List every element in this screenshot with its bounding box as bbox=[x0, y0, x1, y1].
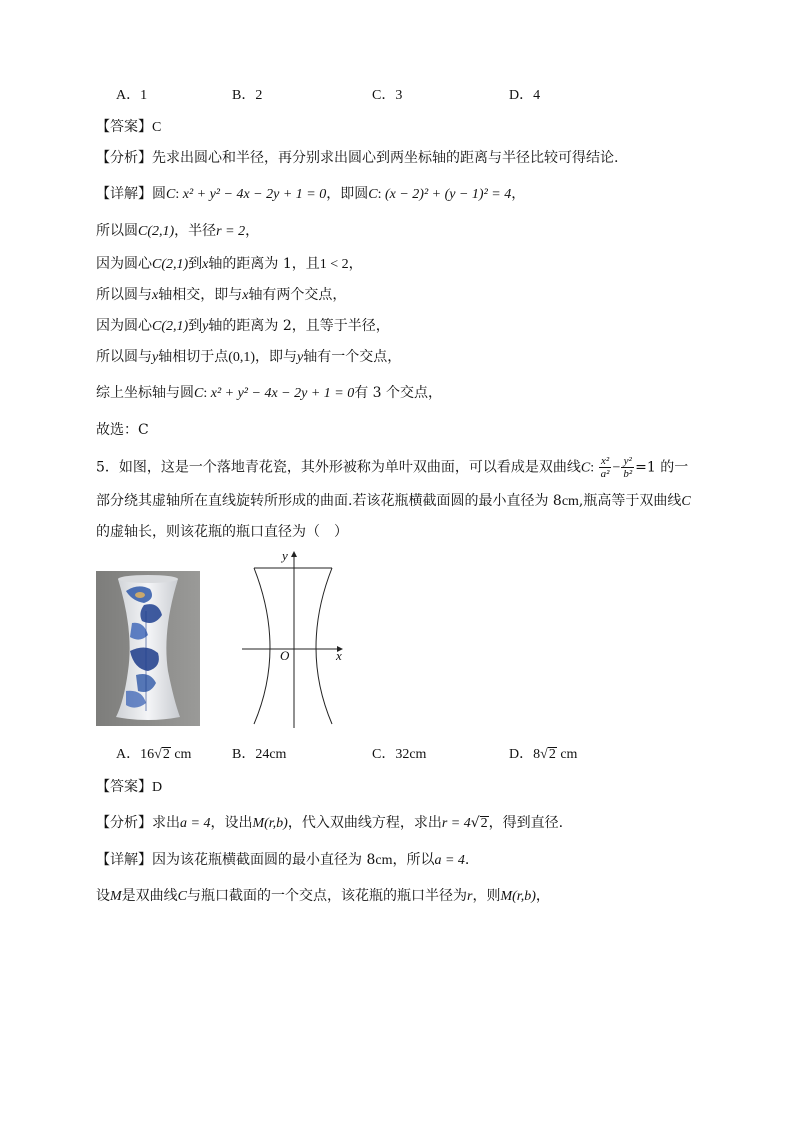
q4-line-6 bbox=[96, 347, 401, 368]
sqrt-symbol: √ bbox=[470, 815, 480, 831]
q5-answer-line bbox=[96, 777, 162, 798]
math: C bbox=[681, 494, 691, 509]
q4-line-3: 因为圆心C(2,1)到x轴的距离为 1，且1 < 2， bbox=[96, 256, 363, 272]
text: 设 bbox=[96, 888, 110, 904]
detail-text: ，即圆 bbox=[326, 186, 369, 202]
circle-standard-equation: (x − 2)² + (y − 1)² = 4 bbox=[384, 187, 512, 202]
graph-y-label: y bbox=[282, 548, 288, 563]
text: 所以圆与 bbox=[96, 287, 152, 303]
math: C(2,1) bbox=[138, 224, 175, 239]
text: 5．如图，这是一个落地青花瓷，其外形被称为单叶双曲面，可以看成是双曲线 bbox=[96, 459, 581, 476]
text: 因为圆心 bbox=[96, 318, 152, 334]
math: C bbox=[177, 889, 188, 904]
radicand: 2 bbox=[548, 747, 556, 762]
fraction bbox=[599, 455, 612, 480]
text: 与瓶口截面的一个交点，该花瓶的瓶口半径为 bbox=[187, 888, 468, 904]
analysis-tag: 【分析】 bbox=[96, 150, 152, 166]
graph-x-label: x bbox=[336, 648, 342, 663]
text: 综上坐标轴与圆 bbox=[96, 385, 194, 401]
q4-line-5 bbox=[96, 316, 390, 337]
q4-analysis-line bbox=[96, 148, 618, 168]
math: r bbox=[467, 889, 473, 904]
text: ，则 bbox=[472, 888, 501, 904]
sqrt-symbol: √ bbox=[154, 747, 162, 762]
math: y bbox=[202, 319, 209, 334]
unit: cm bbox=[556, 747, 578, 762]
text: 轴有两个交点， bbox=[248, 287, 347, 303]
answer-tag: 【答案】 bbox=[96, 119, 152, 135]
text: 轴相交，即与 bbox=[158, 287, 243, 303]
math: C bbox=[580, 460, 591, 476]
math: a = 4 bbox=[434, 853, 465, 868]
text: ，代入双曲线方程，求出 bbox=[287, 815, 442, 831]
text: 所以圆 bbox=[96, 223, 138, 239]
frac-den: b² bbox=[623, 468, 633, 480]
text: C．32 bbox=[372, 747, 410, 762]
text: 求出 bbox=[152, 815, 180, 831]
sqrt-symbol: √ bbox=[540, 747, 548, 762]
option-c: C．3 bbox=[372, 88, 403, 103]
detail-tag: 【详解】 bbox=[96, 852, 152, 868]
text: ，即与 bbox=[255, 349, 298, 365]
option-d: D．4 bbox=[509, 88, 541, 103]
q4-answer-line bbox=[96, 117, 161, 138]
math: M bbox=[110, 889, 122, 904]
analysis-text: 先求出圆心和半径，再分别求出圆心到两坐标轴的距离与半径比较可得结论. bbox=[152, 150, 619, 166]
option-a: A．1 bbox=[116, 88, 148, 103]
text: 因为该花瓶横截面圆的最小直径为 8 bbox=[152, 852, 376, 868]
q5-detail-line bbox=[96, 850, 469, 871]
q4-line-4 bbox=[96, 285, 346, 306]
text: ，半径 bbox=[174, 223, 217, 239]
text: ， bbox=[535, 888, 550, 904]
answer-value: D bbox=[152, 780, 163, 795]
q4-conclusion: 故选：C bbox=[96, 422, 149, 438]
text: ，所以 bbox=[392, 852, 435, 868]
radicand: 2 bbox=[162, 747, 170, 762]
unit: cm bbox=[170, 747, 192, 762]
math: M(r,b) bbox=[500, 889, 536, 904]
text: =1 的一 bbox=[635, 459, 689, 476]
text: 到 bbox=[188, 256, 203, 272]
unit: cm bbox=[269, 747, 287, 762]
text: ，设出 bbox=[210, 815, 253, 831]
text: 部分绕其虚轴所在直线旋转所形成的曲面.若该花瓶横截面圆的最小直径为 8 bbox=[96, 493, 562, 509]
left-branch bbox=[254, 568, 270, 724]
circle-equation: x² + y² − 4x − 2y + 1 = 0 bbox=[182, 187, 327, 202]
text: . bbox=[464, 852, 470, 868]
answer-tag: 【答案】 bbox=[96, 779, 152, 795]
answer-value: C bbox=[152, 120, 162, 135]
q5-line-2 bbox=[96, 491, 691, 512]
math: y bbox=[297, 350, 304, 365]
graph-origin-label: O bbox=[280, 648, 290, 663]
math: y bbox=[152, 350, 159, 365]
q5-option-b bbox=[232, 743, 286, 763]
math: x bbox=[152, 288, 159, 303]
q4-line-2: 所以圆C(2,1)，半径r = 2， bbox=[96, 223, 260, 239]
q5-line-3: 的虚轴长，则该花瓶的瓶口直径为（ ） bbox=[96, 524, 348, 540]
q4-detail-line: 【详解】圆C: x² + y² − 4x − 2y + 1 = 0，即圆C: (x − 2)² + (y − 1)² = 4， bbox=[96, 186, 526, 202]
text: 轴的距离为 2，且等于半径， bbox=[208, 318, 390, 334]
analysis-tag: 【分析】 bbox=[96, 815, 152, 831]
frac-num: y² bbox=[621, 455, 634, 468]
frac-num: x² bbox=[599, 455, 612, 468]
text: 所以圆与 bbox=[96, 349, 152, 365]
text: B．24 bbox=[232, 747, 270, 762]
q5-option-a bbox=[116, 743, 191, 763]
q5-line-1: 5．如图，这是一个落地青花瓷，其外形被称为单叶双曲面，可以看成是双曲线C: $\frac{\text{x²}}{\text{a²}}$ − $\frac{\text{y²}}{\text{b²}}$ =1 的一 bbox=[96, 455, 689, 480]
vase-photo bbox=[96, 571, 200, 726]
q5-option-d bbox=[509, 743, 577, 763]
math: (0,1) bbox=[228, 350, 256, 365]
option-b: B．2 bbox=[232, 88, 263, 103]
text: 到 bbox=[188, 318, 203, 334]
text: ,瓶高等于双曲线 bbox=[578, 493, 682, 509]
text: 轴的距离为 1，且 bbox=[208, 256, 320, 272]
unit: cm bbox=[561, 494, 579, 509]
text: ，得到直径. bbox=[488, 815, 564, 831]
math: a = 4 bbox=[180, 816, 211, 831]
math: x bbox=[202, 257, 209, 272]
q5-analysis-line bbox=[96, 813, 563, 834]
math: x bbox=[242, 288, 249, 303]
detail-tag: 【详解】 bbox=[96, 186, 152, 202]
math: 1 < 2 bbox=[319, 257, 349, 272]
math: M(r,b) bbox=[252, 816, 288, 831]
math: C(2,1) bbox=[152, 319, 189, 334]
math: x² + y² − 4x − 2y + 1 = 0 bbox=[210, 386, 355, 401]
hyperbola-graph bbox=[240, 548, 352, 730]
right-branch bbox=[316, 568, 332, 724]
math: C(2,1) bbox=[152, 257, 189, 272]
radicand: 2 bbox=[480, 816, 488, 831]
fraction bbox=[621, 455, 634, 480]
q5-last-line bbox=[96, 886, 550, 907]
text: 有 3 个交点， bbox=[354, 385, 443, 401]
text: 因为圆心 bbox=[96, 256, 152, 272]
q4-line-7: 综上坐标轴与圆C: x² + y² − 4x − 2y + 1 = 0有 3 个交点， bbox=[96, 385, 443, 401]
detail-text: 圆 bbox=[152, 186, 166, 202]
unit: cm bbox=[409, 747, 427, 762]
math: r = 4 bbox=[441, 816, 471, 831]
q5-option-c bbox=[372, 743, 426, 763]
text: 是双曲线 bbox=[121, 888, 178, 904]
text: D．8 bbox=[509, 747, 541, 762]
unit: cm bbox=[375, 853, 393, 868]
text: A．16 bbox=[116, 747, 155, 762]
text: 轴相切于点 bbox=[158, 349, 229, 365]
frac-den: a² bbox=[600, 468, 610, 480]
text: 轴有一个交点， bbox=[303, 349, 402, 365]
math: r = 2 bbox=[216, 224, 246, 239]
